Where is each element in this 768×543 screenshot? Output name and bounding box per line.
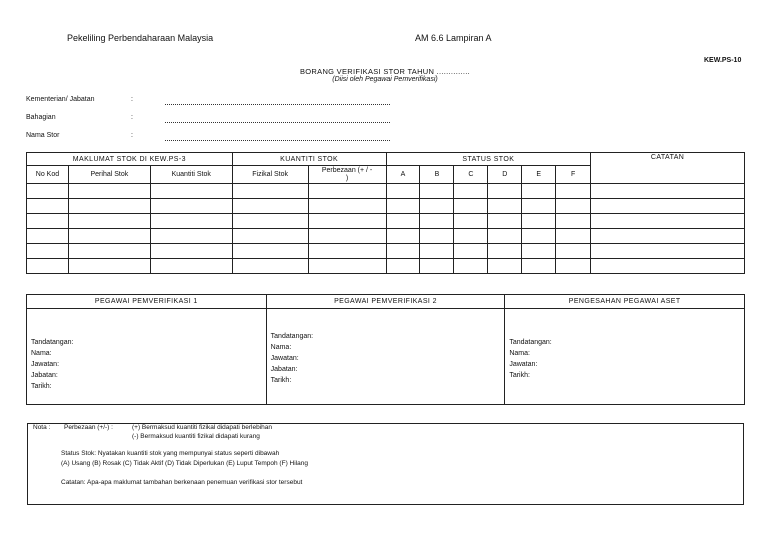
table-cell[interactable] <box>27 244 69 259</box>
table-cell[interactable] <box>150 244 232 259</box>
header-center: AM 6.6 Lampiran A <box>415 33 492 43</box>
table-cell[interactable] <box>556 259 591 274</box>
table-cell[interactable] <box>232 244 308 259</box>
table-cell[interactable] <box>522 244 556 259</box>
sign-fields-1 <box>27 309 266 392</box>
sign-fields-2 <box>267 309 505 386</box>
sign-box-3[interactable] <box>505 309 745 405</box>
signature-table <box>26 294 745 405</box>
col-header-c: C <box>454 166 488 184</box>
table-cell[interactable] <box>488 229 522 244</box>
group-header-maklumat: MAKLUMAT STOK DI KEW.PS-3 <box>27 153 233 166</box>
table-cell[interactable] <box>522 199 556 214</box>
sign-label: Tarikh: <box>31 383 52 390</box>
table-cell[interactable] <box>27 214 69 229</box>
table-row <box>27 184 745 199</box>
group-header-kuantiti: KUANTITI STOK <box>232 153 386 166</box>
sign-label: Nama: <box>509 350 530 357</box>
sign-label: Jawatan: <box>270 355 299 362</box>
table-cell[interactable] <box>150 214 232 229</box>
table-cell[interactable] <box>308 184 386 199</box>
table-cell[interactable] <box>454 259 488 274</box>
group-header-status: STATUS STOK <box>386 153 591 166</box>
table-cell[interactable] <box>420 199 454 214</box>
field-colon: : <box>131 114 133 121</box>
header-pemverifikasi-2: PEGAWAI PEMVERIFIKASI 2 <box>266 295 505 309</box>
table-cell[interactable] <box>420 229 454 244</box>
sign-label: Tandatangan: <box>270 333 314 340</box>
notes-box <box>27 423 744 505</box>
table-cell[interactable] <box>556 229 591 244</box>
field-colon: : <box>131 132 133 139</box>
table-cell[interactable] <box>150 199 232 214</box>
table-cell[interactable] <box>420 184 454 199</box>
table-cell[interactable] <box>522 184 556 199</box>
col-header-kuantiti: Kuantiti Stok <box>150 166 232 184</box>
notes-perbezaan-label: Perbezaan (+/-) : <box>64 424 113 431</box>
table-cell[interactable] <box>488 244 522 259</box>
table-cell[interactable] <box>386 184 420 199</box>
table-cell[interactable] <box>454 199 488 214</box>
table-row <box>27 244 745 259</box>
table-cell[interactable] <box>232 199 308 214</box>
sign-label: Jabatan: <box>31 372 58 379</box>
table-cell[interactable] <box>488 214 522 229</box>
notes-status-codes: (A) Usang (B) Rosak (C) Tidak Aktif (D) Tidak Diperlukan (E) Luput Tempoh (F) Hilang <box>61 460 308 467</box>
table-cell[interactable] <box>27 229 69 244</box>
table-cell[interactable] <box>150 229 232 244</box>
table-cell[interactable] <box>232 214 308 229</box>
table-cell[interactable] <box>68 259 150 274</box>
table-cell[interactable] <box>386 199 420 214</box>
notes-catatan-line: Catatan: Apa-apa maklumat tambahan berkenaan penemuan verifikasi stor tersebut <box>61 479 303 486</box>
table-cell[interactable] <box>68 214 150 229</box>
stock-table <box>26 152 745 274</box>
table-cell[interactable] <box>232 184 308 199</box>
table-cell[interactable] <box>68 184 150 199</box>
table-cell[interactable] <box>27 199 69 214</box>
header-left: Pekeliling Perbendaharaan Malaysia <box>67 33 214 43</box>
table-row <box>27 199 745 214</box>
sign-label: Tandatangan: <box>31 339 74 346</box>
table-cell[interactable] <box>308 214 386 229</box>
table-cell[interactable] <box>488 199 522 214</box>
table-cell[interactable] <box>591 259 745 274</box>
group-header-catatan: CATATAN <box>591 153 745 184</box>
table-cell[interactable] <box>454 184 488 199</box>
col-header-a: A <box>386 166 420 184</box>
notes-plus-line: (+) Bermaksud kuantiti fizikal didapati berlebihan <box>132 424 273 431</box>
header-pengesahan: PENGESAHAN PEGAWAI ASET <box>505 295 745 309</box>
table-cell[interactable] <box>556 184 591 199</box>
sign-label: Tandatangan: <box>509 339 552 346</box>
field-colon: : <box>131 96 133 103</box>
table-cell[interactable] <box>488 184 522 199</box>
field-line-bahagian[interactable] <box>165 122 390 123</box>
table-cell[interactable] <box>591 214 745 229</box>
table-row <box>27 229 745 244</box>
table-cell[interactable] <box>27 184 69 199</box>
col-header-perihal: Perihal Stok <box>68 166 150 184</box>
table-cell[interactable] <box>522 214 556 229</box>
table-cell[interactable] <box>386 214 420 229</box>
table-cell[interactable] <box>386 229 420 244</box>
table-cell[interactable] <box>68 244 150 259</box>
notes-minus-line: (-) Bermaksud kuantiti fizikal didapati kurang <box>132 433 260 440</box>
table-cell[interactable] <box>420 259 454 274</box>
sign-label: Jawatan: <box>509 361 538 368</box>
table-cell[interactable] <box>522 229 556 244</box>
table-cell[interactable] <box>386 259 420 274</box>
table-cell[interactable] <box>308 244 386 259</box>
form-code: KEW.PS-10 <box>704 57 742 64</box>
table-cell[interactable] <box>591 229 745 244</box>
table-cell[interactable] <box>150 184 232 199</box>
table-cell[interactable] <box>591 199 745 214</box>
sign-label: Nama: <box>270 344 292 351</box>
table-cell[interactable] <box>556 244 591 259</box>
table-cell[interactable] <box>150 259 232 274</box>
table-cell[interactable] <box>591 184 745 199</box>
table-row <box>27 214 745 229</box>
field-line-kementerian[interactable] <box>165 104 390 105</box>
col-header-f: F <box>556 166 591 184</box>
table-cell[interactable] <box>27 259 69 274</box>
table-cell[interactable] <box>454 244 488 259</box>
table-cell[interactable] <box>68 229 150 244</box>
table-cell[interactable] <box>232 259 308 274</box>
table-cell[interactable] <box>420 214 454 229</box>
stock-table-body <box>27 184 745 274</box>
field-label-nama-stor: Nama Stor <box>26 132 60 139</box>
col-header-e: E <box>522 166 556 184</box>
header-pemverifikasi-1: PEGAWAI PEMVERIFIKASI 1 <box>27 295 267 309</box>
notes-status-line: Status Stok: Nyatakan kuantiti stok yang mempunyai status seperti dibawah <box>61 450 280 457</box>
field-line-nama-stor[interactable] <box>165 140 390 141</box>
sign-label: Jawatan: <box>31 361 60 368</box>
table-cell[interactable] <box>232 229 308 244</box>
col-header-perbezaan: Perbezaan (+ / - ) <box>308 166 386 184</box>
table-cell[interactable] <box>420 244 454 259</box>
notes-label: Nota : <box>33 424 51 431</box>
table-cell[interactable] <box>556 214 591 229</box>
sign-label: Nama: <box>31 350 52 357</box>
col-header-no-kod: No Kod <box>27 166 69 184</box>
sign-label: Jabatan: <box>270 366 298 373</box>
table-cell[interactable] <box>386 244 420 259</box>
sign-label: Tarikh: <box>270 377 292 384</box>
sign-label: Tarikh: <box>509 372 530 379</box>
field-label-kementerian: Kementerian/ Jabatan <box>26 96 95 103</box>
table-cell[interactable] <box>454 229 488 244</box>
table-cell[interactable] <box>488 259 522 274</box>
sign-box-1[interactable] <box>27 309 267 405</box>
table-cell[interactable] <box>68 199 150 214</box>
table-cell[interactable] <box>522 259 556 274</box>
table-cell[interactable] <box>454 214 488 229</box>
table-row <box>27 259 745 274</box>
sign-fields-3 <box>505 309 744 381</box>
table-cell[interactable] <box>556 199 591 214</box>
table-cell[interactable] <box>591 244 745 259</box>
table-cell[interactable] <box>308 259 386 274</box>
table-cell[interactable] <box>308 199 386 214</box>
table-cell[interactable] <box>308 229 386 244</box>
field-label-bahagian: Bahagian <box>26 114 56 121</box>
col-header-fizikal: Fizikal Stok <box>232 166 308 184</box>
form-title: BORANG VERIFIKASI STOR TAHUN .............. <box>299 67 470 76</box>
sign-box-2[interactable] <box>266 309 505 405</box>
col-header-d: D <box>488 166 522 184</box>
col-header-b: B <box>420 166 454 184</box>
form-subtitle: (Diisi oleh Pegawai Pemverifikasi) <box>332 76 438 83</box>
